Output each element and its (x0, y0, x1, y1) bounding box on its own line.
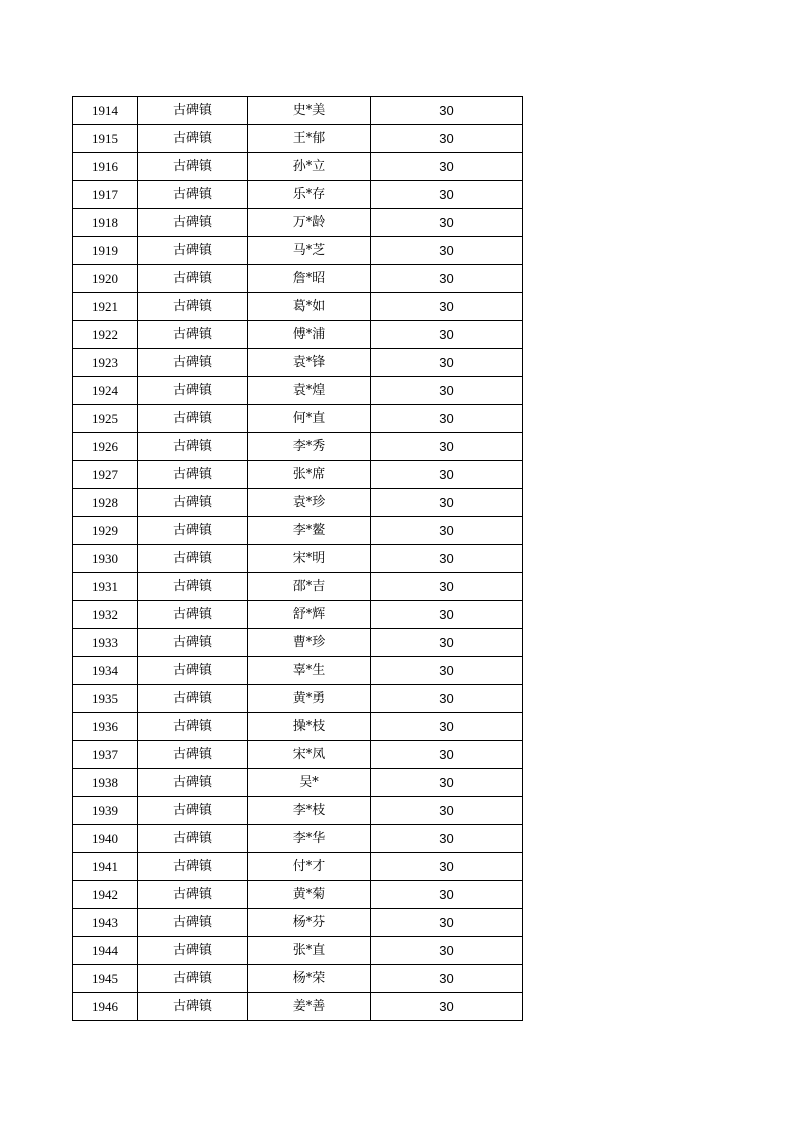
serial-number-cell: 1919 (73, 237, 138, 265)
amount-cell: 30 (371, 349, 523, 377)
table-row (73, 825, 523, 853)
person-name-cell: 马*芝 (248, 237, 371, 265)
town-cell: 古碑镇 (138, 601, 248, 629)
serial-number-cell: 1925 (73, 405, 138, 433)
table-row (73, 125, 523, 153)
serial-number-cell: 1946 (73, 993, 138, 1021)
person-name-cell: 付*才 (248, 853, 371, 881)
table-row (73, 433, 523, 461)
amount-cell: 30 (371, 573, 523, 601)
amount-cell: 30 (371, 321, 523, 349)
person-name-cell: 袁*煌 (248, 377, 371, 405)
table-row (73, 293, 523, 321)
amount-cell: 30 (371, 657, 523, 685)
town-cell: 古碑镇 (138, 937, 248, 965)
serial-number-cell: 1922 (73, 321, 138, 349)
amount-cell: 30 (371, 545, 523, 573)
amount-cell: 30 (371, 517, 523, 545)
amount-cell: 30 (371, 965, 523, 993)
town-cell: 古碑镇 (138, 489, 248, 517)
serial-number-cell: 1929 (73, 517, 138, 545)
serial-number-cell: 1935 (73, 685, 138, 713)
person-name-cell: 史*美 (248, 97, 371, 125)
town-cell: 古碑镇 (138, 797, 248, 825)
town-cell: 古碑镇 (138, 993, 248, 1021)
person-name-cell: 宋*凤 (248, 741, 371, 769)
serial-number-cell: 1943 (73, 909, 138, 937)
serial-number-cell: 1924 (73, 377, 138, 405)
town-cell: 古碑镇 (138, 405, 248, 433)
amount-cell: 30 (371, 937, 523, 965)
person-name-cell: 孙*立 (248, 153, 371, 181)
amount-cell: 30 (371, 405, 523, 433)
person-name-cell: 何*直 (248, 405, 371, 433)
table-row (73, 489, 523, 517)
amount-cell: 30 (371, 265, 523, 293)
amount-cell: 30 (371, 769, 523, 797)
table-row (73, 937, 523, 965)
amount-cell: 30 (371, 209, 523, 237)
serial-number-cell: 1916 (73, 153, 138, 181)
serial-number-cell: 1939 (73, 797, 138, 825)
person-name-cell: 袁*锋 (248, 349, 371, 377)
town-cell: 古碑镇 (138, 573, 248, 601)
table-row (73, 321, 523, 349)
table-row (73, 377, 523, 405)
person-name-cell: 詹*昭 (248, 265, 371, 293)
roster-table (72, 96, 523, 1021)
town-cell: 古碑镇 (138, 517, 248, 545)
town-cell: 古碑镇 (138, 181, 248, 209)
person-name-cell: 操*枝 (248, 713, 371, 741)
amount-cell: 30 (371, 685, 523, 713)
amount-cell: 30 (371, 853, 523, 881)
town-cell: 古碑镇 (138, 853, 248, 881)
amount-cell: 30 (371, 461, 523, 489)
serial-number-cell: 1930 (73, 545, 138, 573)
table-row (73, 601, 523, 629)
table-row (73, 797, 523, 825)
table-row (73, 153, 523, 181)
serial-number-cell: 1934 (73, 657, 138, 685)
serial-number-cell: 1917 (73, 181, 138, 209)
amount-cell: 30 (371, 713, 523, 741)
table-row (73, 573, 523, 601)
amount-cell: 30 (371, 629, 523, 657)
person-name-cell: 曹*珍 (248, 629, 371, 657)
town-cell: 古碑镇 (138, 97, 248, 125)
person-name-cell: 舒*辉 (248, 601, 371, 629)
town-cell: 古碑镇 (138, 741, 248, 769)
amount-cell: 30 (371, 97, 523, 125)
serial-number-cell: 1926 (73, 433, 138, 461)
town-cell: 古碑镇 (138, 657, 248, 685)
serial-number-cell: 1942 (73, 881, 138, 909)
serial-number-cell: 1944 (73, 937, 138, 965)
amount-cell: 30 (371, 293, 523, 321)
table-row (73, 993, 523, 1021)
table-row (73, 769, 523, 797)
person-name-cell: 吴* (248, 769, 371, 797)
person-name-cell: 李*华 (248, 825, 371, 853)
table-row (73, 629, 523, 657)
table-row (73, 97, 523, 125)
serial-number-cell: 1931 (73, 573, 138, 601)
town-cell: 古碑镇 (138, 825, 248, 853)
serial-number-cell: 1938 (73, 769, 138, 797)
town-cell: 古碑镇 (138, 629, 248, 657)
serial-number-cell: 1920 (73, 265, 138, 293)
person-name-cell: 万*龄 (248, 209, 371, 237)
town-cell: 古碑镇 (138, 685, 248, 713)
table-row (73, 685, 523, 713)
table-row (73, 461, 523, 489)
amount-cell: 30 (371, 909, 523, 937)
town-cell: 古碑镇 (138, 293, 248, 321)
amount-cell: 30 (371, 153, 523, 181)
amount-cell: 30 (371, 881, 523, 909)
table-row (73, 517, 523, 545)
table-row (73, 965, 523, 993)
amount-cell: 30 (371, 377, 523, 405)
serial-number-cell: 1923 (73, 349, 138, 377)
town-cell: 古碑镇 (138, 125, 248, 153)
person-name-cell: 辜*生 (248, 657, 371, 685)
town-cell: 古碑镇 (138, 209, 248, 237)
serial-number-cell: 1941 (73, 853, 138, 881)
person-name-cell: 张*席 (248, 461, 371, 489)
serial-number-cell: 1936 (73, 713, 138, 741)
serial-number-cell: 1932 (73, 601, 138, 629)
table-row (73, 181, 523, 209)
table-row (73, 713, 523, 741)
town-cell: 古碑镇 (138, 461, 248, 489)
town-cell: 古碑镇 (138, 965, 248, 993)
table-row (73, 545, 523, 573)
amount-cell: 30 (371, 489, 523, 517)
person-name-cell: 张*直 (248, 937, 371, 965)
amount-cell: 30 (371, 125, 523, 153)
amount-cell: 30 (371, 181, 523, 209)
amount-cell: 30 (371, 237, 523, 265)
person-name-cell: 黄*勇 (248, 685, 371, 713)
serial-number-cell: 1928 (73, 489, 138, 517)
person-name-cell: 宋*明 (248, 545, 371, 573)
town-cell: 古碑镇 (138, 377, 248, 405)
table-row (73, 265, 523, 293)
amount-cell: 30 (371, 433, 523, 461)
town-cell: 古碑镇 (138, 909, 248, 937)
serial-number-cell: 1915 (73, 125, 138, 153)
town-cell: 古碑镇 (138, 713, 248, 741)
serial-number-cell: 1914 (73, 97, 138, 125)
town-cell: 古碑镇 (138, 321, 248, 349)
person-name-cell: 李*枝 (248, 797, 371, 825)
serial-number-cell: 1921 (73, 293, 138, 321)
table-row (73, 405, 523, 433)
table-row (73, 881, 523, 909)
town-cell: 古碑镇 (138, 769, 248, 797)
serial-number-cell: 1945 (73, 965, 138, 993)
amount-cell: 30 (371, 601, 523, 629)
town-cell: 古碑镇 (138, 349, 248, 377)
town-cell: 古碑镇 (138, 881, 248, 909)
person-name-cell: 袁*珍 (248, 489, 371, 517)
roster-table-body (73, 97, 523, 1021)
person-name-cell: 黄*菊 (248, 881, 371, 909)
amount-cell: 30 (371, 825, 523, 853)
serial-number-cell: 1940 (73, 825, 138, 853)
table-row (73, 657, 523, 685)
person-name-cell: 李*鳌 (248, 517, 371, 545)
serial-number-cell: 1927 (73, 461, 138, 489)
serial-number-cell: 1933 (73, 629, 138, 657)
person-name-cell: 姜*善 (248, 993, 371, 1021)
person-name-cell: 李*秀 (248, 433, 371, 461)
town-cell: 古碑镇 (138, 545, 248, 573)
person-name-cell: 乐*存 (248, 181, 371, 209)
table-row (73, 741, 523, 769)
amount-cell: 30 (371, 741, 523, 769)
person-name-cell: 葛*如 (248, 293, 371, 321)
town-cell: 古碑镇 (138, 153, 248, 181)
serial-number-cell: 1937 (73, 741, 138, 769)
table-row (73, 909, 523, 937)
person-name-cell: 傅*浦 (248, 321, 371, 349)
table-row (73, 853, 523, 881)
town-cell: 古碑镇 (138, 237, 248, 265)
serial-number-cell: 1918 (73, 209, 138, 237)
person-name-cell: 王*郁 (248, 125, 371, 153)
table-row (73, 349, 523, 377)
person-name-cell: 邵*吉 (248, 573, 371, 601)
town-cell: 古碑镇 (138, 433, 248, 461)
amount-cell: 30 (371, 797, 523, 825)
town-cell: 古碑镇 (138, 265, 248, 293)
table-row (73, 237, 523, 265)
person-name-cell: 杨*荣 (248, 965, 371, 993)
amount-cell: 30 (371, 993, 523, 1021)
person-name-cell: 杨*芬 (248, 909, 371, 937)
table-row (73, 209, 523, 237)
